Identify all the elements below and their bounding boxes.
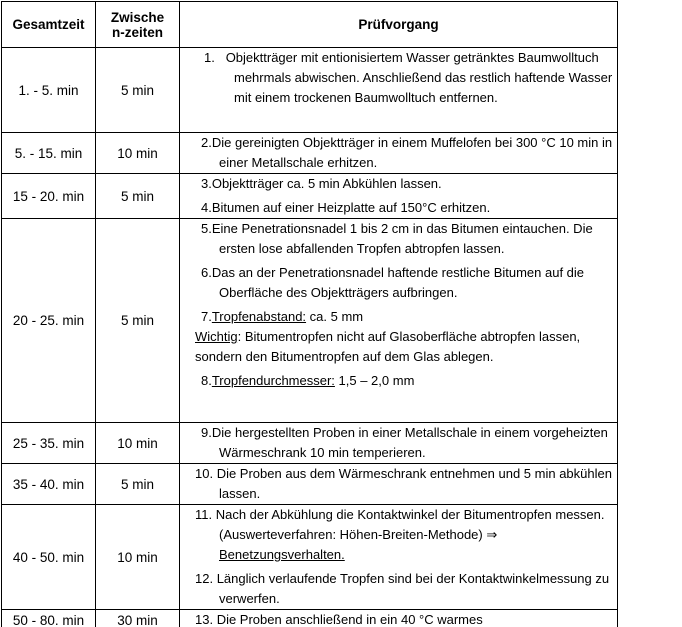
step-item [180,133,617,173]
cell-pruefvorgang [180,174,618,219]
step-text: 1,5 – 2,0 mm [334,373,415,388]
table-row [2,464,618,505]
cell-gesamtzeit: 20 - 25. min [2,219,96,423]
step-text: Nach der Abkühlung die Kontaktwinkel der Bitumentropfen messen. (Auswerteverfahren: Höhen-Breiten-Methode) ⇒ [215,507,605,542]
step-item [180,48,617,108]
cell-zwischenzeit: 5 min [96,219,180,423]
table-row [2,423,618,464]
header-gesamtzeit: Gesamtzeit [2,2,96,48]
cell-gesamtzeit: 5. - 15. min [2,133,96,174]
cell-pruefvorgang [180,505,618,610]
step-number: 3. [201,176,212,191]
table-body [2,48,618,627]
step-number: 1. [204,50,226,65]
table-row [2,133,618,174]
step-text: Das an der Penetrationsnadel haftende restliche Bitumen auf die Oberfläche des Objektträgers aufbringen. [211,265,585,300]
step-number: 13. [195,612,217,627]
step-number: 7. [201,309,212,324]
table-header-row [2,2,618,48]
step-item [180,505,617,565]
cell-pruefvorgang [180,48,618,133]
step-item [180,423,617,463]
cell-zwischenzeit: 10 min [96,133,180,174]
step-text: Die Proben anschließend in ein 40 °C warmes [216,612,483,627]
cell-gesamtzeit: 50 - 80. min [2,610,96,627]
step-text: Die gereinigten Objektträger in einem Muffelofen bei 300 °C 10 min in einer Metallschale erhitzen. [211,135,613,170]
step-text: Objektträger ca. 5 min Abkühlen lassen. [211,176,442,191]
step-item [180,263,617,303]
step-number: 11. [195,507,216,522]
step-text: Die hergestellten Proben in einer Metallschale in einem vorgeheizten Wärmeschrank 10 min temperieren. [211,425,608,460]
cell-pruefvorgang [180,464,618,505]
cell-pruefvorgang [180,610,618,627]
step-note [180,327,617,367]
step-number: 12. [195,571,217,586]
step-item [180,371,617,391]
table-row [2,174,618,219]
step-text: ca. 5 mm [306,309,364,324]
step-item [180,198,617,218]
procedure-table [1,1,618,627]
cell-zwischenzeit: 5 min [96,48,180,133]
header-zwischenzeiten [96,2,180,48]
step-label: Tropfenabstand: [211,309,307,324]
cell-pruefvorgang [180,133,618,174]
step-number: 2. [201,135,212,150]
cell-pruefvorgang [180,423,618,464]
cell-gesamtzeit: 35 - 40. min [2,464,96,505]
cell-zwischenzeit: 5 min [96,464,180,505]
cell-zwischenzeit: 30 min [96,610,180,627]
step-item [180,219,617,259]
step-label-after: Benetzungsverhalten. [219,547,345,562]
cell-zwischenzeit: 5 min [96,174,180,219]
cell-zwischenzeit: 10 min [96,423,180,464]
table-row [2,219,618,423]
table-row [2,505,618,610]
step-number: 10. [195,466,217,481]
step-text: Bitumen auf einer Heizplatte auf 150°C erhitzen. [211,200,491,215]
cell-pruefvorgang [180,219,618,423]
step-text: Objektträger mit entionisiertem Wasser getränktes Baumwolltuch mehrmals abwischen. Anschließend das restlich haftende Wasser mit einem trockenen Baumwolltuch entfernen. [225,50,613,105]
step-text: Länglich verlaufende Tropfen sind bei der Kontaktwinkelmessung zu verwerfen. [216,571,610,606]
header-zwischenzeiten-line2: n-zeiten [111,24,163,40]
step-text: Die Proben aus dem Wärmeschrank entnehmen und 5 min abkühlen lassen. [216,466,612,501]
cell-gesamtzeit: 15 - 20. min [2,174,96,219]
step-item [180,307,617,327]
step-item [180,569,617,609]
header-zwischenzeiten-line1: Zwische [110,9,165,25]
table-row [2,48,618,133]
step-item [180,464,617,504]
cell-gesamtzeit: 25 - 35. min [2,423,96,464]
step-number: 5. [201,221,212,236]
step-number: 6. [201,265,212,280]
step-number: 4. [201,200,212,215]
table-row [2,610,618,627]
step-text: Eine Penetrationsnadel 1 bis 2 cm in das Bitumen eintauchen. Die ersten lose abfallenden Tropfen abtropfen lassen. [211,221,593,256]
cell-gesamtzeit: 1. - 5. min [2,48,96,133]
step-item [180,610,617,627]
note-label: Wichtig [195,329,238,344]
note-text: : Bitumentropfen nicht auf Glasoberfläche abtropfen lassen, sondern den Bitumentropfen auf dem Glas ablegen. [195,329,581,364]
step-number: 9. [201,425,212,440]
cell-zwischenzeit: 10 min [96,505,180,610]
header-pruefvorgang: Prüfvorgang [180,2,618,48]
step-number: 8. [201,373,212,388]
cell-gesamtzeit: 40 - 50. min [2,505,96,610]
step-item [180,174,617,194]
step-label: Tropfendurchmesser: [211,373,335,388]
